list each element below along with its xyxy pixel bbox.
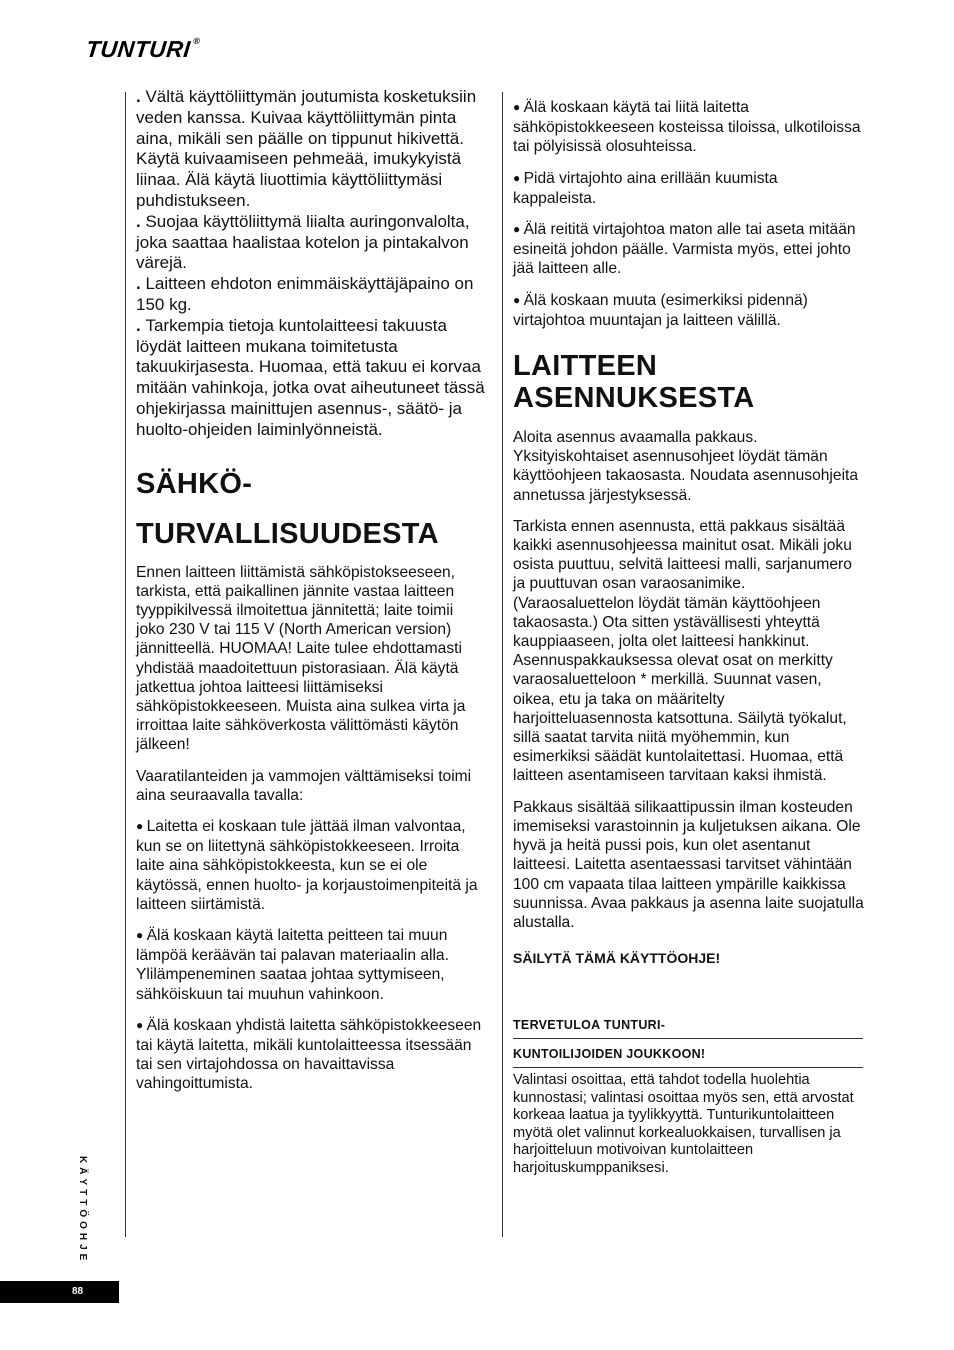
safety-bullet: ● Älä reititä virtajohtoa maton alle tai aseta mitään esineitä johdon päälle. Varmista myös, ettei johto jää laitteen alle.	[513, 220, 865, 279]
safety-bullet: ● Älä koskaan yhdistä laitetta sähköpistokkeeseen tai käytä laitetta, mikäli kuntolaitteessa itsessään tai sen virtajohdossa on havaittavissa vahingoittumista.	[136, 1016, 486, 1094]
safety-bullet: ● Älä koskaan käytä tai liitä laitetta sähköpistokkeeseen kosteissa tiloissa, ulkotiloissa tai pölyisissä olosuhteissa.	[513, 98, 865, 157]
hazard-intro-paragraph: Vaaratilanteiden ja vammojen välttämiseksi toimi aina seuraavalla tavalla:	[136, 767, 472, 804]
assembly-paragraph: Pakkaus sisältää silikaattipussin ilman kosteuden imemiseksi varastoinnin ja kuljetuksen aikana. Ole hyvä ja heitä pussi pois, kun olet asentanut laitteesi. Laitetta asentaessasi tarvitset vähintään 100 cm vapaata tilaa laitteen ympärille kaikkissa suunnissa. Avaa pakkaus ja asenna laite suojatulla alustalla.	[513, 798, 864, 931]
intro-item: . Laitteen ehdoton enimmäiskäyttäjäpaino on 150 kg.	[136, 274, 474, 314]
intro-item: . Suojaa käyttöliittymä liialta auringonvalolta, joka saattaa haalistaa kotelon ja pintakalvon värejä.	[136, 211, 470, 273]
electrical-paragraph: Ennen laitteen liittämistä sähköpistokseeseen, tarkista, että paikallinen jännite vastaa laitteen tyyppikilvessä ilmoitettua jännitettä; laite toimii joko 230 V tai 115 V (North American version) jännitteellä. HUOMAA! Laite tulee ehdottamasti yhdistää maadoitettuun pistorasiaan. Älä käytä jatkettua johtoa laitteesi liittämiseksi sähköpistokkeeseen. Muista aina sulkea virta ja irroittaa laite sähköverkosta välittömästi käytön jälkeen!	[136, 563, 466, 754]
page-number-bar	[0, 1281, 119, 1303]
safety-bullet: ● Pidä virtajohto aina erillään kuumista kappaleista.	[513, 169, 865, 208]
intro-item: . Vältä käyttöliittymän joutumista kosketuksiin veden kanssa. Kuivaa käyttöliittymän pinta aina, mikäli sen päälle on tippunut hikivettä. Käytä kuivaamiseen pehmeää, imukykyistä liinaa. Älä käytä liuottimia käyttöliittymäsi puhdistukseen.	[136, 87, 477, 210]
safety-bullet: ● Älä koskaan käytä laitetta peitteen tai muun lämpöä keräävän tai palavan materiaalin alla. Ylilämpeneminen saataa johtaa syttymiseen, sähköiskuun tai muuhun vahinkoon.	[136, 926, 486, 1004]
save-manual-note: SÄILYTÄ TÄMÄ KÄYTTÖOHJE!	[513, 950, 721, 967]
welcome-heading-line1: TERVETULOA TUNTURI-	[513, 1014, 863, 1039]
right-column-rule	[502, 92, 503, 1237]
welcome-heading-line2: KUNTOILIJOIDEN JOUKKOON!	[513, 1039, 863, 1068]
safety-bullet: ● Laitetta ei koskaan tule jättää ilman valvontaa, kun se on liitettynä sähköpistokkeeseen. Irroita laite aina sähköpistokkeesta, kun se ei ole käytössä, ennen huolto- ja korjaustoimenpiteitä ja laitteen siirtämistä.	[136, 817, 486, 914]
manual-side-label: KÄYTTÖOHJE	[77, 1156, 88, 1265]
assembly-paragraph: Tarkista ennen asennusta, että pakkaus sisältää kaikki asennusohjeessa mainitut osat. Mikäli joku osista puuttuu, selvitä laitteesi malli, sarjanumero ja puuttuvan osan varaosanimike. (Varaosaluettelon löydät tämän käyttöohjeen takaosasta.) Ota sitten ystävällisesti yhteyttä kauppiaaseen, jolta olet laitteesi hankkinut. Asennuspakkauksessa olevat osat on merkitty varaosaluetteloon * merkillä. Suunnat vasen, oikea, etu ja taka on määritelty harjoitteluasennosta katsottuna. Säilytä työkalut, sillä saatat tarvita niitä myöhemmin, kun esimerkiksi säädät kuntolaitettasi. Huomaa, että laitteen asentamiseen tarvitaan kaksi ihmistä.	[513, 517, 852, 785]
intro-item: . Tarkempia tietoja kuntolaitteesi takuusta löydät laitteen mukana toimitetusta takuukirjasesta. Huomaa, että takuu ei korvaa mitään vahinkoja, jotka ovat aiheutuneet tässä ohjekirjassa mainittujen asennus-, säätö- ja huolto-ohjeiden laiminlyönneistä.	[136, 315, 485, 439]
left-column-rule	[125, 92, 126, 1237]
right-column	[513, 98, 865, 1178]
brand-name: TUNTURI	[84, 36, 192, 62]
section-heading-electrical: SÄHKÖ- TURVALLISUUDESTA	[136, 467, 439, 550]
page-number: 88	[72, 1286, 84, 1297]
section-heading-assembly: LAITTEEN ASENNUKSESTA	[513, 350, 755, 415]
welcome-paragraph: Valintasi osoittaa, että tahdot todella huolehtia kunnostasi; valintasi osoittaa myös sen, että arvostat korkeaa laatua ja tyylikkyyttä. Tunturikuntolaitteen myötä olet valinnut korkealuokkaisen, turvallisen ja harjoitteluun motivoivan kuntolaitteen harjoituskumppaniksesi.	[513, 1072, 854, 1177]
brand-logo	[85, 36, 201, 63]
assembly-paragraph: Aloita asennus avaamalla pakkaus. Yksityiskohtaiset asennusohjeet löydät tämän käyttöohjeen takaosasta. Noudata asennusohjeita annetussa järjestyksessä.	[513, 429, 859, 504]
safety-bullet: ● Älä koskaan muuta (esimerkiksi pidennä) virtajohtoa muuntajan ja laitteen välillä.	[513, 291, 865, 330]
registered-mark: ®	[192, 36, 201, 46]
left-column	[136, 87, 486, 1106]
